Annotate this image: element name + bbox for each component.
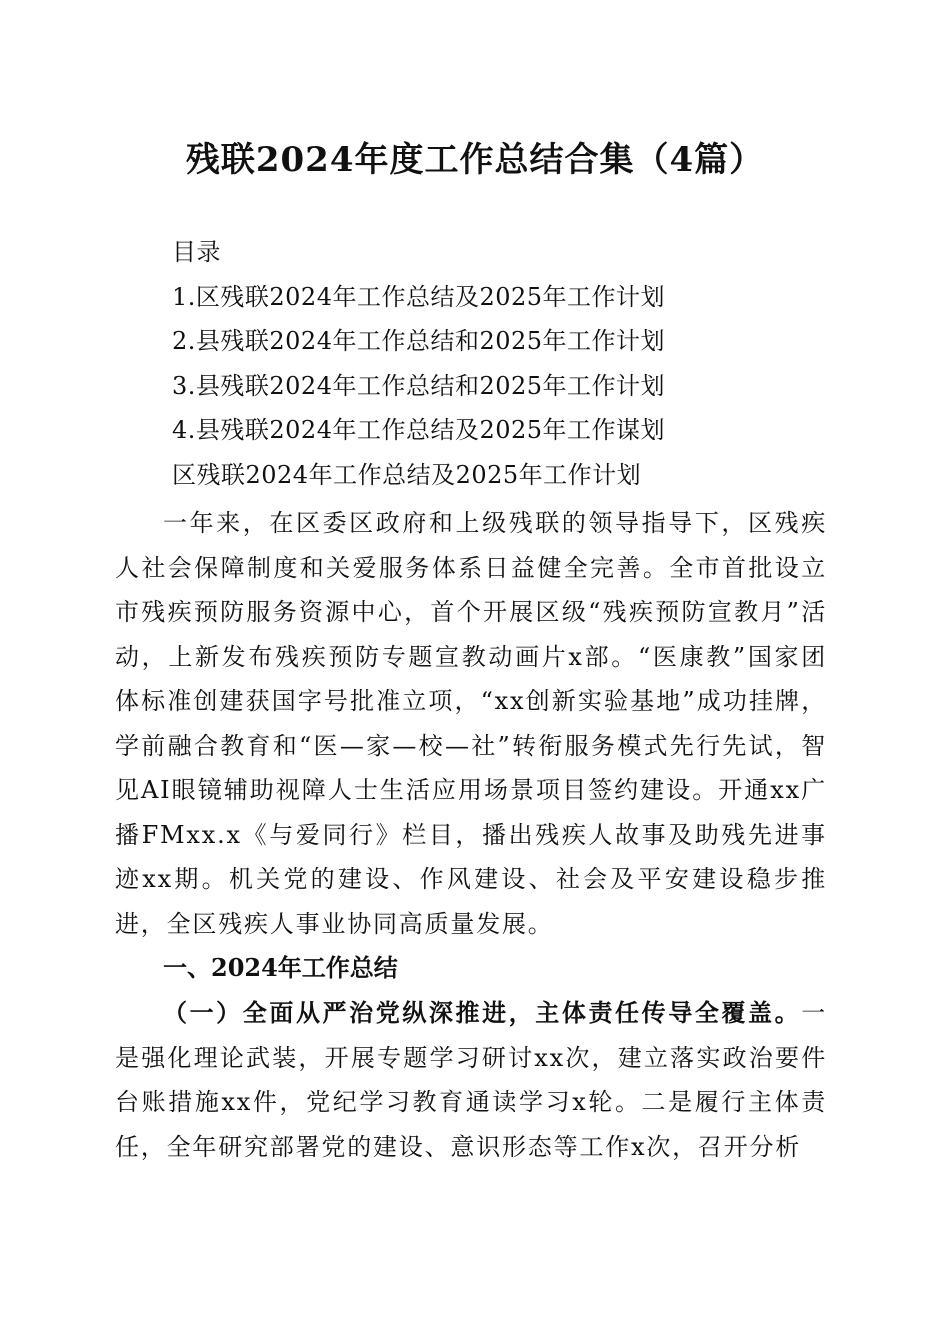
intro-paragraph: 一年来，在区委区政府和上级残联的领导指导下，区残疾人社会保障制度和关爱服务体系日益健全完善。全市首批设立市残疾预防服务资源中心，首个开展区级“残疾预防宣教月”活动，上新发布残疾预防专题宣教动画片x部。“医康教”国家团体标准创建获国字号批准立项，“xx创新实验基地”成功挂牌，学前融合教育和“医—家—校—社”转衔服务模式先行先试，智见AI眼镜辅助视障人士生活应用场景项目签约建设。开通xx广播FMxx.x《与爱同行》栏目，播出残疾人故事及助残先进事迹xx期。机关党的建设、作风建设、社会及平安建设稳步推进，全区残疾人事业协同高质量发展。	[115, 509, 827, 938]
article-title: 区残联2024年工作总结及2025年工作计划	[172, 460, 642, 489]
toc-heading: 目录	[172, 238, 221, 266]
section-heading: 一、2024年工作总结	[163, 953, 398, 982]
subsection-paragraph	[115, 991, 827, 1169]
toc-item: 4.县残联2024年工作总结及2025年工作谋划	[172, 416, 666, 444]
subsection-lead: （一）全面从严治党纵深推进，主体责任传导全覆盖。	[163, 998, 802, 1027]
toc-item: 2.县残联2024年工作总结和2025年工作计划	[172, 327, 666, 355]
toc-item: 1.区残联2024年工作总结及2025年工作计划	[172, 282, 666, 311]
table-of-contents	[172, 230, 872, 497]
subsection-text: 一是强化理论武装，开展专题学习研讨xx次，建立落实政治要件台账措施xx件，党纪学习教育通读学习x轮。二是履行主体责任，全年研究部署党的建设、意识形态等工作x次，召开分析	[115, 999, 827, 1161]
document-title: 残联2024年度工作总结合集（4篇）	[185, 140, 765, 180]
toc-item: 3.县残联2024年工作总结和2025年工作计划	[172, 371, 666, 400]
